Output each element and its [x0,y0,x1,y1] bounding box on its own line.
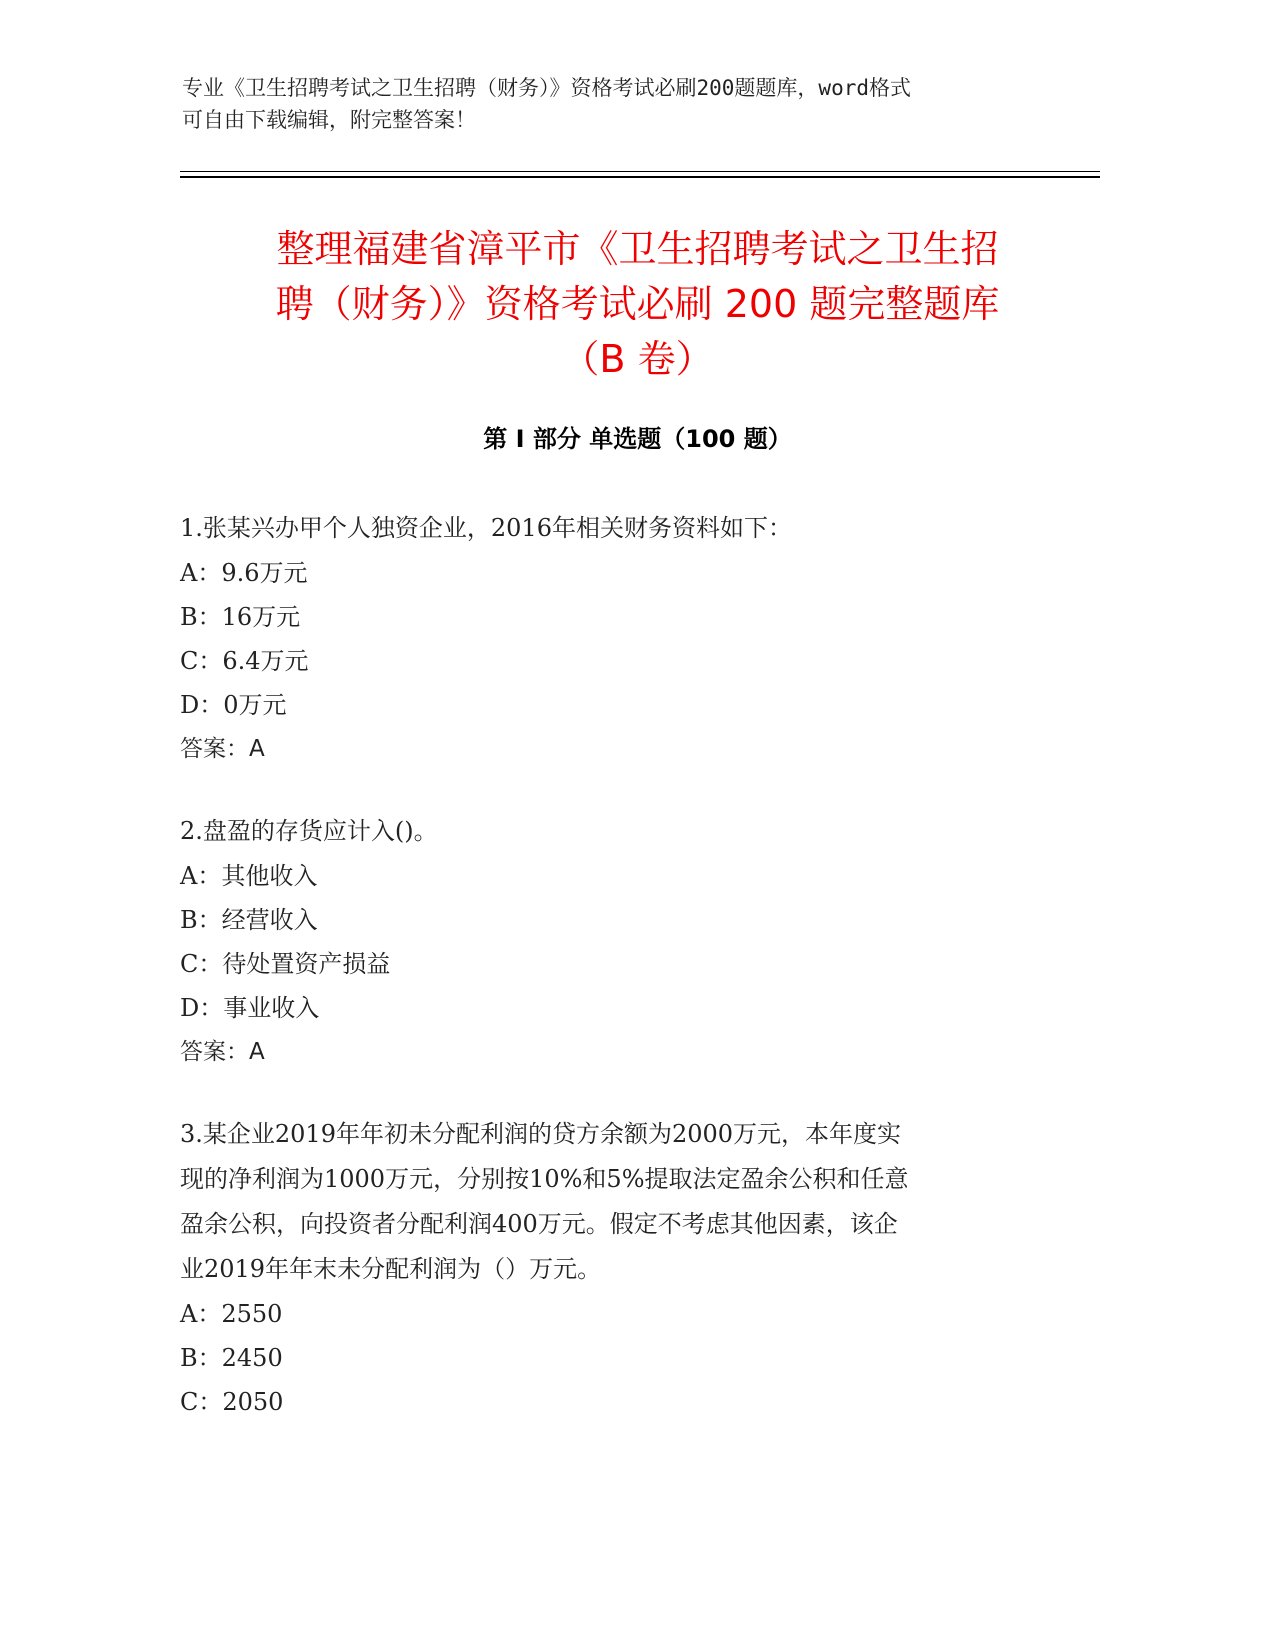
question-text-line: 现的净利润为1000万元，分别按10%和5%提取法定盈余公积和任意 [180,1165,909,1193]
header-note-line: 可自由下载编辑，附完整答案！ [182,108,476,132]
option-a: A：2550 [180,1300,283,1328]
header-note-line: 专业《卫生招聘考试之卫生招聘（财务）》资格考试必刷200题题库，word格式 [182,76,911,100]
document-title [150,222,1125,387]
answer-label: 答案：A [180,736,265,762]
option-a: A：其他收入 [180,862,318,890]
header-divider-thick [180,176,1100,178]
title-line: （B 卷） [561,337,714,381]
question-text-line: 3.某企业2019年年初未分配利润的贷方余额为2000万元，本年度实 [180,1120,902,1148]
option-b: B：16万元 [180,603,301,631]
title-line: 聘（财务）》资格考试必刷 200 题完整题库 [275,282,1000,326]
option-d: D：事业收入 [180,994,320,1022]
question-item [180,506,1080,771]
question-item [180,1112,1080,1424]
option-c: C：2050 [180,1388,284,1416]
option-c: C：6.4万元 [180,647,309,675]
option-c: C：待处置资产损益 [180,950,391,978]
option-a: A：9.6万元 [180,559,308,587]
section-title: 第 I 部分 单选题（100 题） [483,425,792,453]
question-list [180,506,1080,1462]
question-text: 2.盘盈的存货应计入()。 [180,817,438,845]
title-line: 整理福建省漳平市《卫生招聘考试之卫生招 [276,227,999,271]
option-b: B：2450 [180,1344,283,1372]
header-divider [180,171,1100,172]
option-d: D：0万元 [180,691,287,719]
answer-label: 答案：A [180,1039,265,1065]
question-text: 1.张某兴办甲个人独资企业，2016年相关财务资料如下： [180,514,792,542]
option-b: B：经营收入 [180,906,318,934]
question-text-line: 盈余公积，向投资者分配利润400万元。假定不考虑其他因素，该企 [180,1210,898,1238]
header-note [182,72,1062,136]
question-text-line: 业2019年年末未分配利润为（）万元。 [180,1255,602,1283]
question-item [180,809,1080,1074]
